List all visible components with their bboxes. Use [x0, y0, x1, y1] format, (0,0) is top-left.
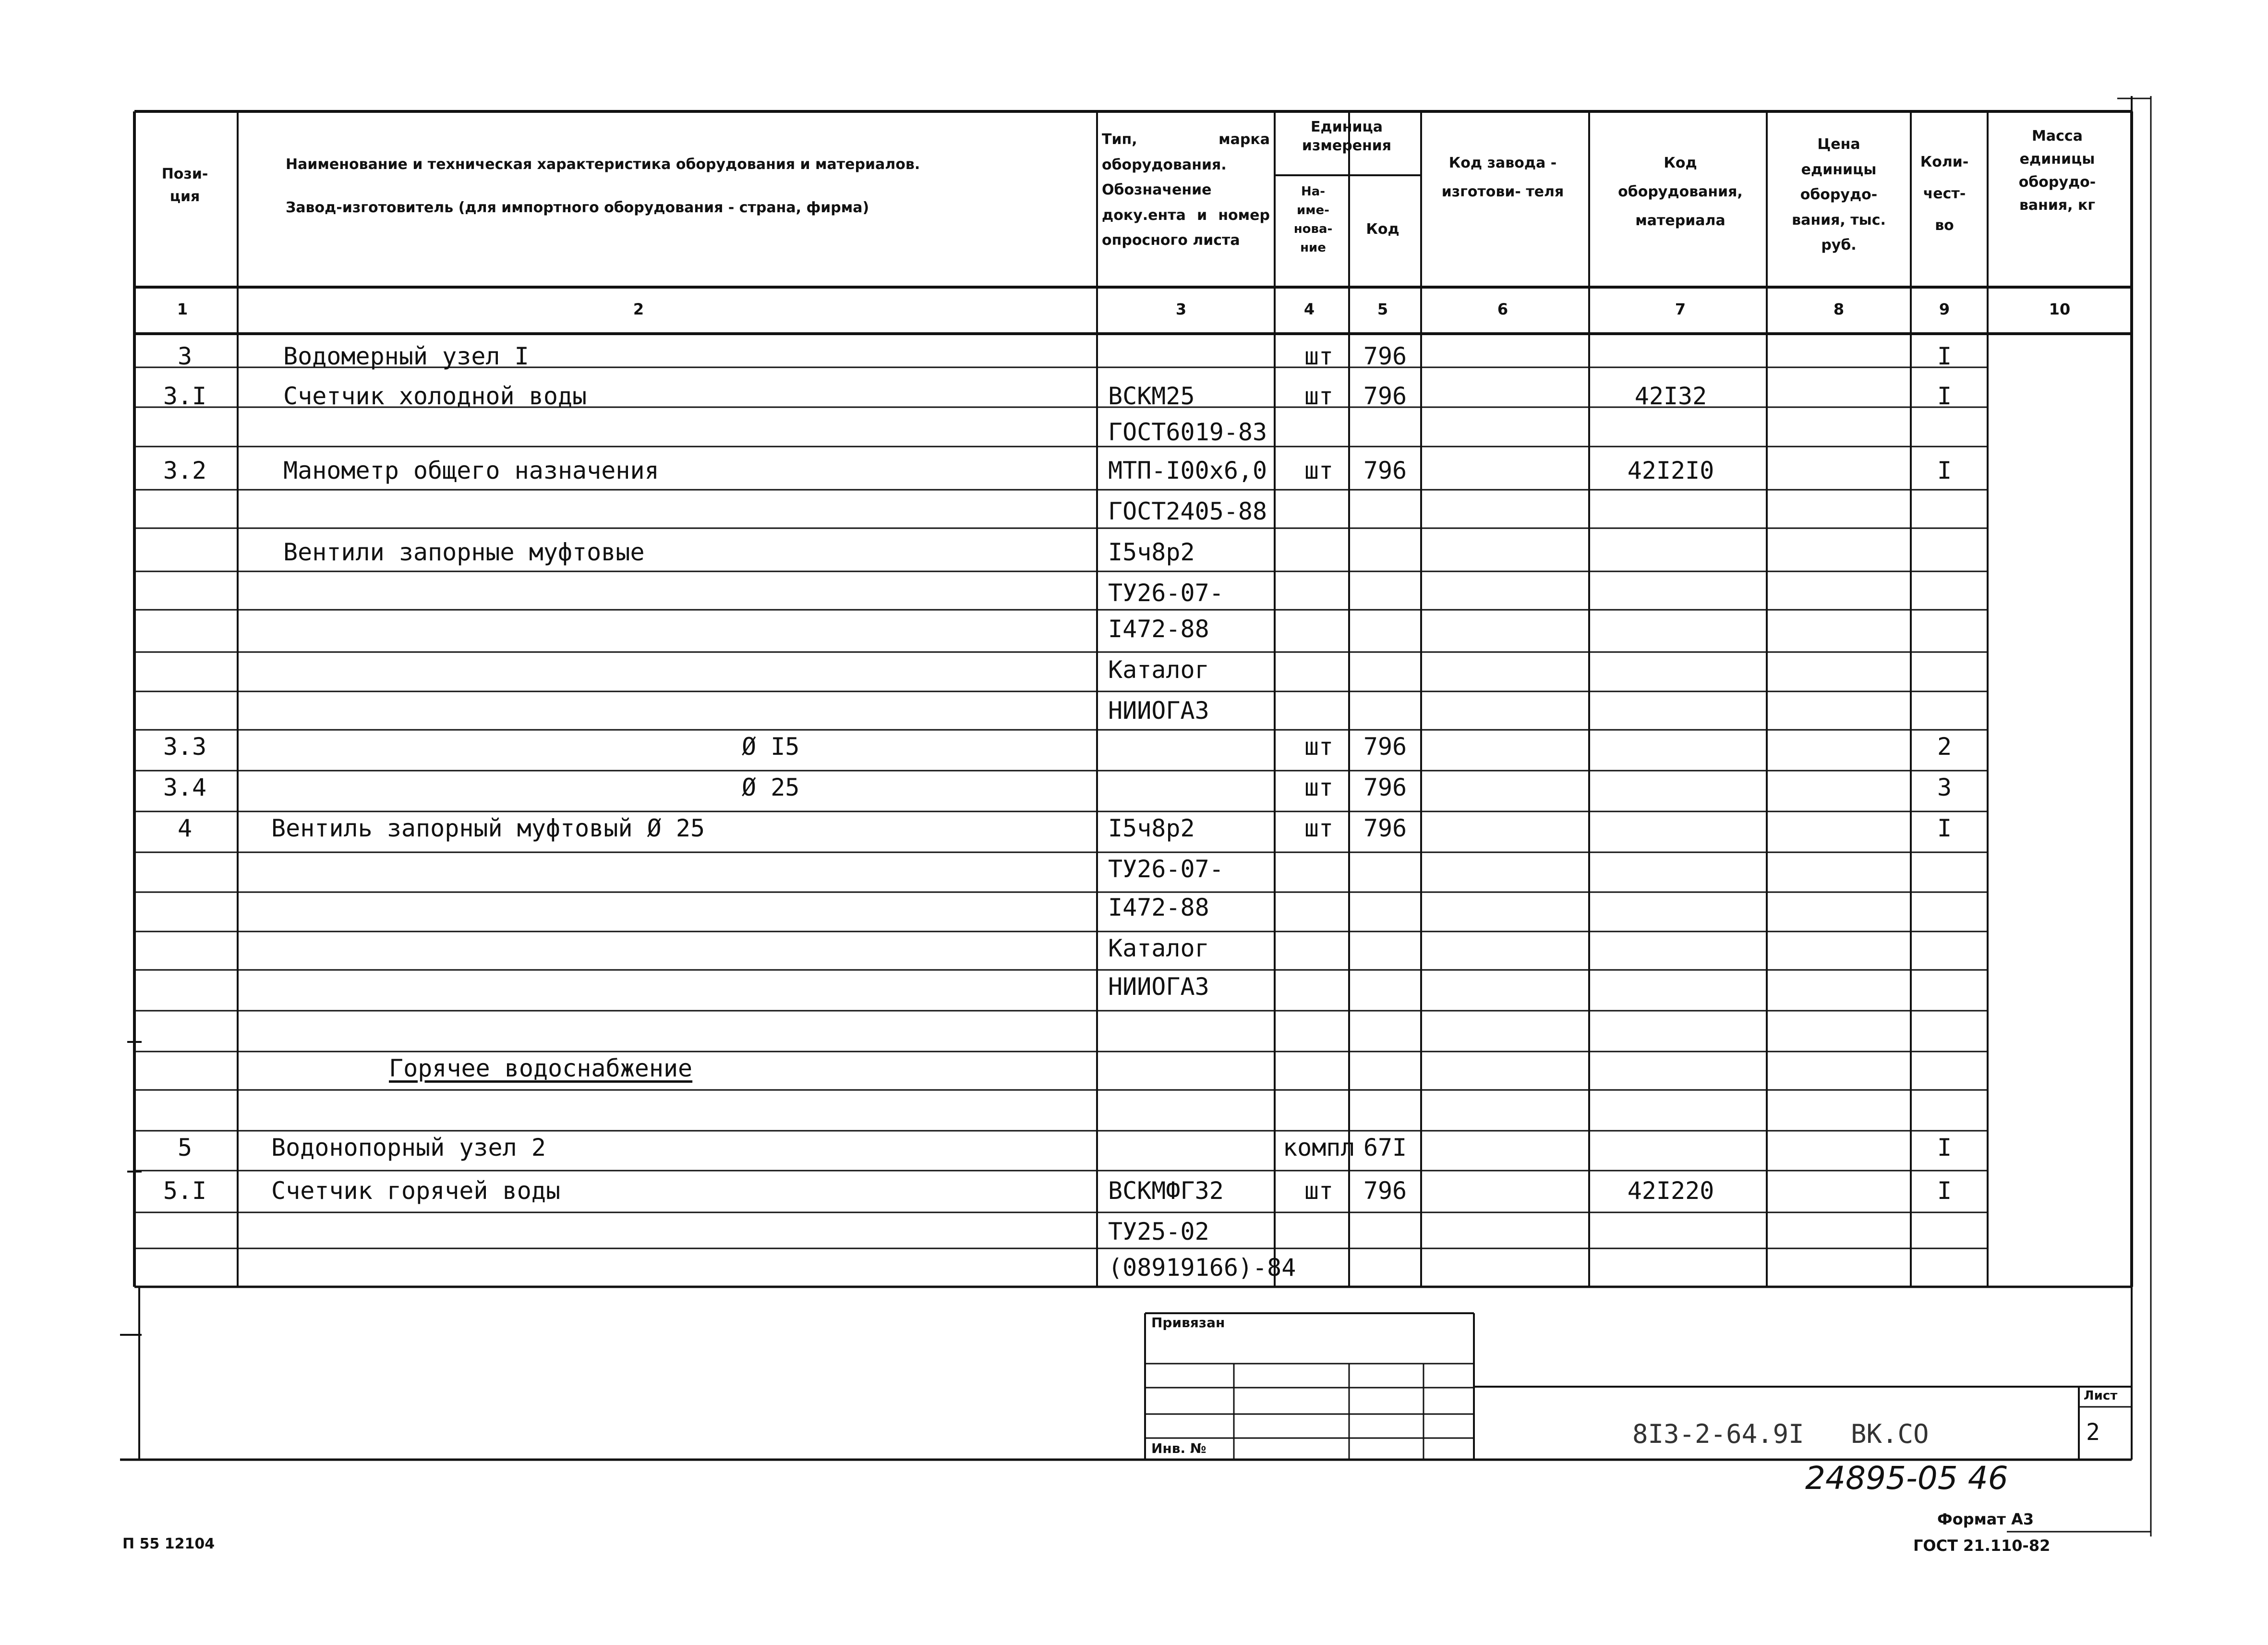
row-11-unit: шт: [1304, 733, 1334, 761]
header-col8: Цена единицы оборудо- вания, тыс. руб.: [1792, 136, 1886, 254]
row-11-qty: 2: [1937, 733, 1952, 761]
header-col5: Код: [1366, 221, 1399, 238]
row-2-unit: шт: [1304, 382, 1334, 410]
row-11-pos: 3.3: [163, 733, 207, 761]
row-10-type: НИИОГАЗ: [1108, 697, 1209, 725]
row-2-type: ВСКМ25: [1108, 382, 1195, 410]
row-4-name: Манометр общего назначения: [283, 457, 659, 484]
row-13-unit: шт: [1304, 814, 1334, 842]
row-21-pos: 5: [177, 1134, 193, 1161]
row-22-code: 796: [1363, 1177, 1407, 1205]
sheet-label: Лист: [2084, 1389, 2118, 1403]
column-number-7: 7: [1675, 300, 1686, 318]
row-12-qty: 3: [1937, 774, 1952, 801]
row-2-code7: 42I32: [1634, 382, 1707, 410]
footer-left: П 55 12104: [122, 1536, 215, 1552]
row-12-code: 796: [1363, 774, 1407, 801]
sheet-number: 2: [2086, 1419, 2100, 1446]
row-1-unit: шт: [1304, 342, 1334, 370]
column-number-6: 6: [1497, 300, 1508, 318]
handwritten-inventory-number: 24895-05 46: [1805, 1460, 2008, 1497]
row-1-code: 796: [1363, 342, 1407, 370]
row-4-pos: 3.2: [163, 457, 207, 484]
column-number-8: 8: [1833, 300, 1845, 318]
row-21-name: Водонопорный узел 2: [271, 1134, 546, 1161]
row-4-qty: I: [1937, 457, 1952, 484]
row-22-name: Счетчик горячей воды: [271, 1177, 561, 1205]
row-22-unit: шт: [1304, 1177, 1334, 1205]
row-13-pos: 4: [177, 814, 193, 842]
row-2-pos: 3.I: [163, 382, 207, 410]
row-13-qty: I: [1937, 814, 1952, 842]
row-4-type: МТП-I00х6,0: [1108, 457, 1267, 484]
stamp-inv: Инв. №: [1151, 1440, 1206, 1456]
doc-code: 8I3-2-64.9I: [1632, 1419, 1804, 1449]
row-12-unit: шт: [1304, 774, 1334, 801]
row-22-pos: 5.I: [163, 1177, 207, 1205]
row-6-type: I5ч8р2: [1108, 538, 1195, 566]
row-2-qty: I: [1937, 382, 1952, 410]
column-number-9: 9: [1939, 300, 1950, 318]
row-13-type: I5ч8р2: [1108, 814, 1195, 842]
doc-section: ВК.СО: [1851, 1419, 1929, 1449]
row-19-name: Горячее водоснабжение: [389, 1054, 693, 1082]
row-1-qty: I: [1937, 342, 1952, 370]
header-unit-group: Единица измерения: [1302, 119, 1392, 154]
row-22-code7: 42I220: [1627, 1177, 1714, 1205]
row-12-name: Ø 25: [742, 774, 800, 801]
row-14-type: ТУ26-07-: [1108, 855, 1224, 883]
row-9-type: Каталог: [1108, 656, 1209, 684]
header-col2-line2: Завод-изготовитель (для импортного оборудования - страна, фирма): [286, 199, 869, 216]
header-col4: На- име- нова- ние: [1293, 184, 1333, 255]
header-col6: Код завода - изготови- теля: [1441, 155, 1564, 200]
row-4-unit: шт: [1304, 457, 1334, 484]
header-col10: Масса единицы оборудо- вания, кг: [2018, 128, 2096, 214]
row-21-code: 67I: [1363, 1134, 1407, 1161]
row-1-name: Водомерный узел I: [283, 342, 529, 370]
column-number-3: 3: [1175, 300, 1187, 318]
row-21-unit: компл: [1283, 1134, 1355, 1161]
column-number-2: 2: [633, 300, 644, 318]
row-5-type: ГОСТ2405-88: [1108, 497, 1267, 525]
row-2-name: Счетчик холодной воды: [283, 382, 587, 410]
column-number-1: 1: [177, 300, 188, 318]
row-4-code: 796: [1363, 457, 1407, 484]
row-6-name: Вентили запорные муфтовые: [283, 538, 645, 566]
row-22-type: ВСКМФГ32: [1108, 1177, 1224, 1205]
row-23-type: ТУ25-02: [1108, 1218, 1209, 1246]
row-13-name: Вентиль запорный муфтовый Ø 25: [271, 814, 705, 842]
stamp-privyazan: Привязан: [1151, 1315, 1225, 1331]
row-22-qty: I: [1937, 1177, 1952, 1205]
header-col2-line1: Наименование и техническая характеристика оборудования и материалов.: [286, 156, 920, 173]
column-number-5: 5: [1377, 300, 1388, 318]
row-11-name: Ø I5: [742, 733, 800, 761]
row-8-type: I472-88: [1108, 615, 1209, 643]
row-21-qty: I: [1937, 1134, 1952, 1161]
header-col1: Пози- ция: [161, 166, 208, 205]
row-1-pos: 3: [177, 342, 193, 370]
header-col7: Код оборудования, материала: [1618, 155, 1743, 229]
column-number-4: 4: [1303, 300, 1315, 318]
row-4-code7: 42I2I0: [1627, 457, 1714, 484]
header-col9: Коли- чест- во: [1920, 154, 1969, 234]
row-15-type: I472-88: [1108, 894, 1209, 921]
footer-gost: ГОСТ 21.110-82: [1913, 1536, 2051, 1555]
footer-format: Формат А3: [1937, 1510, 2034, 1528]
row-13-code: 796: [1363, 814, 1407, 842]
row-3-type: ГОСТ6019-83: [1108, 418, 1267, 446]
header-col3: Тип, марка оборудования. Обозначение доку.ента и номер опросного листа: [1102, 131, 1270, 249]
row-11-code: 796: [1363, 733, 1407, 761]
row-17-type: НИИОГАЗ: [1108, 973, 1209, 1001]
row-16-type: Каталог: [1108, 934, 1209, 962]
row-12-pos: 3.4: [163, 774, 207, 801]
row-7-type: ТУ26-07-: [1108, 579, 1224, 607]
column-number-10: 10: [2049, 300, 2071, 318]
row-24-type: (08919166)-84: [1108, 1254, 1296, 1282]
row-2-code: 796: [1363, 382, 1407, 410]
